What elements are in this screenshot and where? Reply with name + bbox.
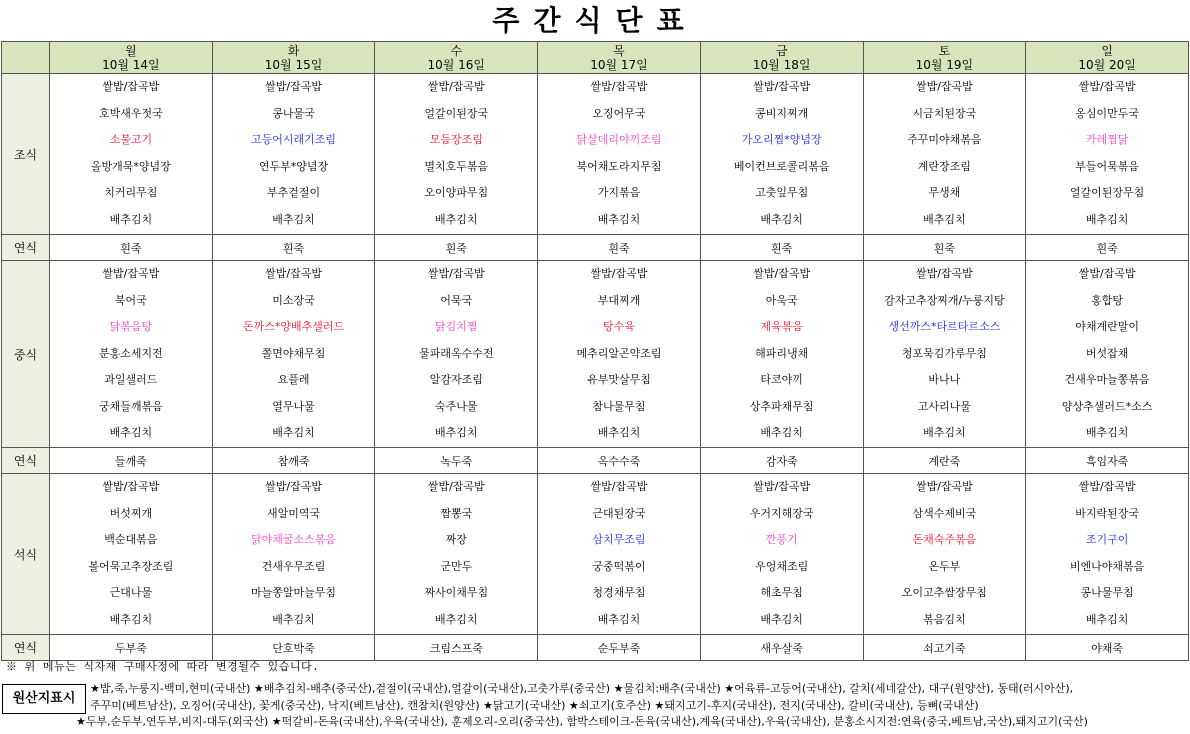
snack-item: 단호박죽: [212, 635, 375, 661]
change-notice: ※ 위 메뉴는 식자재 구매사정에 따라 변경될수 있습니다.: [6, 660, 320, 673]
snack-item: 크림스프죽: [375, 635, 538, 661]
menu-item: 군만두: [440, 559, 473, 573]
menu-item: 볼어묵고추장조림: [88, 559, 174, 573]
menu-item: 쌀밥/잡곡밥: [102, 80, 160, 93]
menu-item: 배추김치: [272, 426, 315, 439]
day-name: 월: [125, 43, 137, 58]
menu-item: 가오리찜*양념장: [741, 133, 822, 146]
menu-item: 배추김치: [272, 212, 315, 226]
menu-item: 옹심이만두국: [1075, 106, 1139, 120]
menu-item: 연두부*양념장: [258, 159, 329, 173]
menu-item: 배추김치: [760, 426, 803, 439]
origin-line-2: 주꾸미(베트남산), 오징어(국내산), 꽃게(중국산), 낙지(베트남산), 캔참치(원양산) ★닭고기(국내산) ★쇠고기(호주산) ★돼지고기-후지(국내산), 전지(국내산), 갈비(국내산), 등뼈(국내산): [90, 699, 979, 712]
menu-item: 배추김치: [435, 612, 478, 626]
day-name: 토: [938, 43, 951, 58]
menu-item: 건새우마늘쫑볶음: [1064, 373, 1150, 386]
menu-item: 쌀밥/잡곡밥: [427, 267, 485, 280]
menu-item: 부대찌개: [597, 293, 641, 307]
menu-item: 쌀밥/잡곡밥: [1078, 267, 1136, 280]
menu-item: 청포묵김가루무침: [901, 346, 987, 360]
snack-item: 흑임자죽: [1026, 448, 1189, 474]
menu-item: 배추김치: [1085, 426, 1129, 439]
menu-item: 돈까스*양배추샐러드: [242, 320, 345, 333]
menu-item: 배추김치: [1085, 612, 1129, 626]
menu-item: 고춧잎무침: [755, 186, 809, 199]
snack-item: 순두부죽: [538, 635, 701, 661]
menu-item: 배추김치: [760, 212, 803, 226]
menu-item: 쌀밥/잡곡밥: [915, 80, 973, 93]
day-header: [212, 42, 375, 74]
snack-item: 흰죽: [212, 235, 375, 261]
day-header: [538, 42, 701, 74]
menu-item: 배추김치: [923, 426, 966, 439]
day-date: 10월 20일: [1078, 57, 1136, 72]
menu-item: 해초무침: [760, 586, 803, 599]
menu-item: 소불고기: [109, 133, 153, 146]
day-date: 10월 19일: [915, 57, 974, 72]
menu-item: 카레찜닭: [1085, 133, 1129, 146]
menu-item: 배추김치: [923, 212, 966, 226]
menu-item: 닭야채굴소스볶음: [251, 533, 337, 546]
menu-item: 우엉채조림: [755, 559, 809, 573]
snack-item: 흰죽: [863, 235, 1026, 261]
menu-item: 배추김치: [1085, 212, 1129, 226]
menu-item: 버섯잡채: [1085, 346, 1129, 360]
menu-item: 쌀밥/잡곡밥: [753, 80, 811, 93]
day-header: [1026, 42, 1189, 74]
menu-item: 야채계란말이: [1075, 320, 1139, 333]
menu-item: 치커리무침: [104, 186, 158, 199]
menu-item: 닭살데리야끼조림: [576, 133, 662, 146]
dinner-cell: [212, 474, 375, 635]
snack-item: 녹두죽: [375, 448, 538, 474]
snack2-row: [2, 448, 1189, 474]
snack1-label: 연식: [2, 235, 50, 261]
corner-cell: [2, 42, 50, 74]
menu-item: 돈채숙주볶음: [912, 533, 977, 546]
menu-item: 짜사이채무침: [424, 586, 489, 599]
snack-item: 흰죽: [538, 235, 701, 261]
dinner-cell: [50, 474, 213, 635]
menu-item: 생선까스*타르타르소스: [888, 320, 1001, 333]
menu-item: 배추김치: [760, 612, 803, 626]
breakfast-cell: [375, 74, 538, 235]
menu-item: 양상추샐러드*소스: [1061, 399, 1153, 413]
breakfast-cell: [50, 74, 213, 235]
menu-item: 참나물무침: [592, 399, 646, 413]
menu-item: 삼색수제비국: [912, 506, 977, 520]
menu-item: 새알미역국: [266, 506, 321, 520]
menu-item: 쌀밥/잡곡밥: [753, 480, 811, 493]
menu-item: 궁채들깨볶음: [98, 399, 163, 413]
day-name: 일: [1101, 43, 1113, 58]
menu-item: 계란장조림: [917, 159, 971, 173]
menu-item: 고사리나물: [917, 399, 971, 413]
menu-item: 건새우무조림: [261, 559, 326, 573]
snack-item: 흰죽: [1026, 235, 1189, 261]
day-name: 화: [287, 43, 300, 58]
menu-item: 쌀밥/잡곡밥: [1078, 80, 1136, 93]
menu-item: 비엔나야채볶음: [1069, 559, 1145, 573]
menu-item: 오이양파무침: [424, 186, 489, 199]
day-name: 목: [613, 43, 625, 58]
day-header-row: [2, 42, 1189, 74]
snack-item: 야채죽: [1026, 635, 1189, 661]
breakfast-label: 조식: [2, 74, 50, 235]
snack2-label: 연식: [2, 448, 50, 474]
menu-item: 숙주나물: [435, 399, 478, 413]
snack-item: 흰죽: [700, 235, 863, 261]
snack3-row: [2, 635, 1189, 661]
snack-item: 흰죽: [375, 235, 538, 261]
menu-item: 요플레: [277, 373, 310, 386]
menu-item: 해파리냉채: [755, 346, 809, 360]
breakfast-cell: [1026, 74, 1189, 235]
menu-item: 쌀밥/잡곡밥: [753, 267, 811, 280]
day-date: 10월 18일: [752, 57, 811, 72]
dinner-label: 석식: [2, 474, 50, 635]
menu-item: 부들어묵볶음: [1075, 159, 1139, 173]
menu-item: 쌀밥/잡곡밥: [590, 80, 648, 93]
menu-item: 배추김치: [435, 426, 478, 439]
day-name: 금: [775, 43, 788, 58]
snack-item: 새우살죽: [700, 635, 863, 661]
menu-item: 올방개묵*양념장: [90, 159, 171, 173]
day-name: 수: [450, 43, 463, 58]
menu-item: 쌀밥/잡곡밥: [915, 480, 973, 493]
breakfast-cell: [538, 74, 701, 235]
snack-item: 흰죽: [50, 235, 213, 261]
menu-item: 제육볶음: [760, 320, 803, 333]
menu-item: 조기구이: [1085, 533, 1129, 546]
menu-item: 백순대볶음: [104, 533, 158, 546]
dinner-cell: [375, 474, 538, 635]
snack-item: 옥수수죽: [538, 448, 701, 474]
lunch-cell: [700, 261, 863, 448]
menu-item: 쌀밥/잡곡밥: [427, 80, 485, 93]
menu-item: 바지락된장국: [1075, 506, 1139, 520]
menu-item: 깐풍기: [765, 533, 798, 546]
weekly-menu-table: [1, 41, 1189, 661]
menu-item: 과일샐러드: [104, 373, 158, 386]
menu-item: 아욱국: [765, 293, 798, 307]
menu-item: 배추김치: [597, 612, 641, 626]
menu-item: 열무나물: [272, 399, 315, 413]
menu-item: 배추김치: [435, 212, 478, 226]
page-title: 주간식단표: [492, 4, 698, 37]
menu-item: 근대나물: [109, 586, 153, 599]
menu-item: 온두부: [928, 559, 961, 573]
menu-item: 닭김치찜: [435, 320, 478, 333]
menu-item: 알감자조림: [429, 373, 483, 386]
menu-item: 쌀밥/잡곡밥: [915, 267, 973, 280]
menu-item: 북어국: [114, 293, 147, 307]
snack-item: 계란죽: [863, 448, 1026, 474]
menu-item: 배추김치: [109, 212, 153, 226]
dinner-cell: [538, 474, 701, 635]
menu-item: 얼갈이된장무침: [1069, 186, 1145, 199]
lunch-label: 중식: [2, 261, 50, 448]
dinner-cell: [1026, 474, 1189, 635]
menu-item: 배추김치: [109, 426, 153, 439]
dinner-cell: [700, 474, 863, 635]
dinner-cell: [863, 474, 1026, 635]
menu-item: 오징어무국: [592, 106, 646, 120]
menu-item: 쌀밥/잡곡밥: [265, 267, 322, 280]
menu-item: 쌀밥/잡곡밥: [1078, 480, 1136, 493]
menu-item: 바나나: [928, 373, 961, 386]
day-date: 10월 17일: [590, 57, 648, 72]
menu-item: 시금치된장국: [912, 106, 977, 120]
lunch-row: [2, 261, 1189, 448]
lunch-cell: [1026, 261, 1189, 448]
menu-item: 부추겉절이: [266, 186, 321, 199]
menu-item: 청경채무침: [592, 586, 646, 599]
day-header: [50, 42, 213, 74]
origin-line-3: ★두부,순두부,연두부,비지-대두(외국산) ★떡갈비-돈육(국내산),우육(국내산), 훈제오리-오리(중국산), 함박스테이크-돈육(국내산),계육(국내산),우육(국내산), 분홍소시지전:연육(중국,베트남,국산),돼지고기(국산): [76, 715, 1088, 728]
dinner-row: [2, 474, 1189, 635]
menu-item: 멸치호두볶음: [424, 159, 489, 173]
origin-line-1: ★밥,죽,누룽지-백미,현미(국내산) ★배추김치-배추(중국산),겉절이(국내산),얼갈이(국내산),고춧가루(중국산) ★물김치:배추(국내산) ★어육류-고등어(국내산), 갈치(세네갈산), 대구(원양산), 동태(러시아산),: [90, 682, 1074, 695]
menu-item: 베이컨브로콜리볶음: [733, 159, 830, 173]
menu-item: 배추김치: [597, 426, 641, 439]
menu-item: 콩나물국: [272, 106, 315, 120]
menu-item: 메추리알곤약조림: [576, 346, 662, 360]
menu-item: 쌀밥/잡곡밥: [102, 480, 160, 493]
menu-item: 어묵국: [440, 293, 473, 307]
menu-item: 탕수육: [603, 320, 635, 333]
day-header: [375, 42, 538, 74]
lunch-cell: [50, 261, 213, 448]
menu-item: 우거지해장국: [749, 506, 814, 520]
menu-item: 호박새우젓국: [98, 106, 163, 120]
lunch-cell: [538, 261, 701, 448]
menu-item: 미소장국: [272, 293, 315, 307]
menu-item: 쌀밥/잡곡밥: [265, 80, 322, 93]
menu-item: 쌀밥/잡곡밥: [265, 480, 322, 493]
day-date: 10월 16일: [427, 57, 486, 72]
lunch-cell: [863, 261, 1026, 448]
menu-item: 고등어시래기조림: [251, 133, 337, 146]
menu-item: 북어채도라지무침: [576, 159, 662, 173]
menu-item: 배추김치: [109, 612, 153, 626]
snack-item: 두부죽: [50, 635, 213, 661]
menu-item: 가지볶음: [597, 186, 641, 199]
menu-item: 배추김치: [597, 212, 641, 226]
breakfast-cell: [212, 74, 375, 235]
snack-item: 참깨죽: [212, 448, 375, 474]
menu-item: 유부맛살무침: [587, 373, 651, 386]
menu-item: 배추김치: [272, 612, 315, 626]
menu-item: 감자고추장찌개/누룽지탕: [884, 293, 1005, 307]
menu-item: 얼갈이된장국: [424, 106, 489, 120]
lunch-cell: [375, 261, 538, 448]
menu-item: 쌀밥/잡곡밥: [102, 267, 160, 280]
menu-item: 궁중떡볶이: [592, 559, 646, 573]
menu-item: 무생채: [928, 186, 961, 199]
menu-item: 분홍소세지전: [98, 346, 163, 360]
menu-item: 삼치무조림: [592, 533, 646, 546]
day-header: [863, 42, 1026, 74]
menu-item: 쫄면야채무침: [261, 346, 326, 360]
day-date: 10월 15일: [264, 57, 323, 72]
snack3-label: 연식: [2, 635, 50, 661]
menu-item: 짜장: [445, 533, 467, 546]
menu-item: 콩나물무침: [1080, 586, 1134, 599]
snack-item: 들깨죽: [50, 448, 213, 474]
menu-item: 오이고추쌈장무침: [901, 586, 987, 599]
breakfast-cell: [700, 74, 863, 235]
menu-item: 홍합탕: [1091, 293, 1124, 307]
day-date: 10월 14일: [102, 57, 160, 72]
snack1-row: [2, 235, 1189, 261]
snack-item: 쇠고기죽: [863, 635, 1026, 661]
breakfast-row: [2, 74, 1189, 235]
menu-item: 쌀밥/잡곡밥: [427, 480, 485, 493]
menu-item: 닭볶음탕: [109, 320, 153, 333]
origin-label: 원산지표시: [2, 684, 86, 714]
menu-item: 짬뽕국: [440, 506, 473, 520]
menu-item: 볶음김치: [923, 612, 966, 626]
menu-item: 상추파채무침: [749, 399, 814, 413]
menu-item: 주꾸미야채볶음: [907, 133, 982, 146]
menu-item: 근대된장국: [592, 506, 646, 520]
menu-item: 물파래옥수수전: [419, 346, 494, 360]
menu-item: 버섯찌개: [109, 506, 153, 520]
menu-item: 모듬장조림: [429, 133, 483, 146]
day-header: [700, 42, 863, 74]
menu-item: 콩비지찌개: [755, 106, 809, 120]
menu-item: 마늘쫑알마늘무침: [251, 586, 337, 599]
menu-item: 쌀밥/잡곡밥: [590, 480, 648, 493]
breakfast-cell: [863, 74, 1026, 235]
snack-item: 감자죽: [700, 448, 863, 474]
menu-item: 쌀밥/잡곡밥: [590, 267, 648, 280]
menu-item: 타코야끼: [760, 373, 803, 386]
lunch-cell: [212, 261, 375, 448]
